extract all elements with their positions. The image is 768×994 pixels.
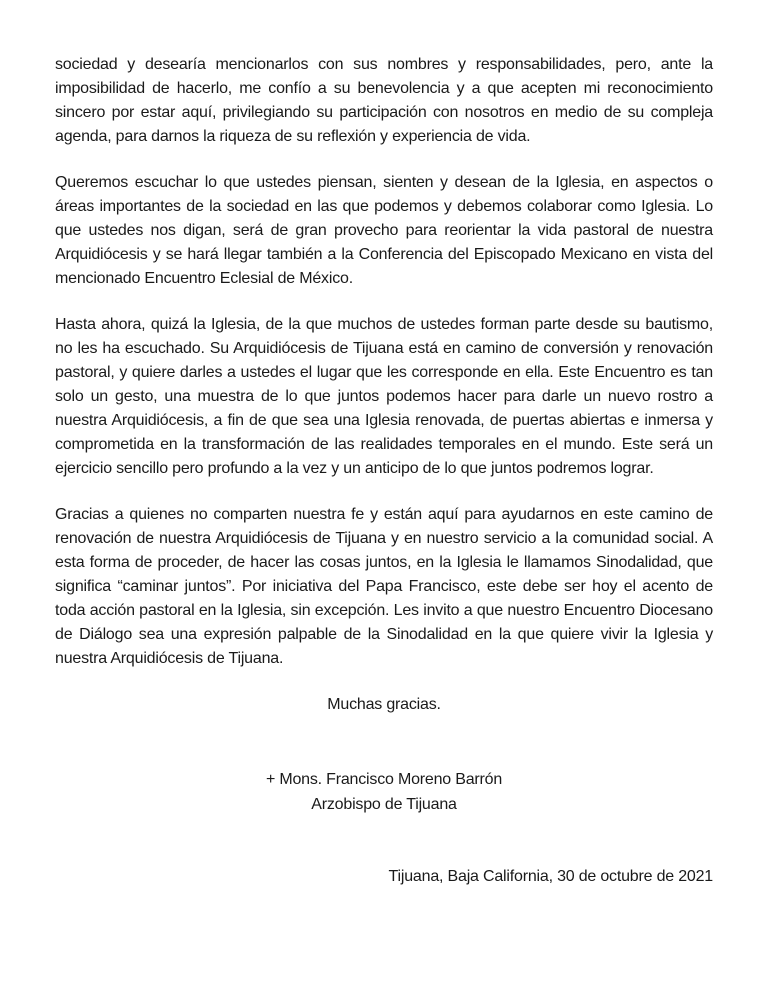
paragraph-2: Queremos escuchar lo que ustedes piensan, sienten y desean de la Iglesia, en aspectos o áreas importantes de la sociedad en las que podemos y debemos colaborar como Iglesia. Lo que ustedes nos digan, será de gran provecho para reorientar la vida pastoral de nuestra Arquidiócesis y se hará llegar también a la Conferencia del Episcopado Mexicano en vista del mencionado Encuentro Eclesial de México.	[55, 174, 713, 287]
closing-line: Muchas gracias.	[327, 696, 441, 713]
signature-title: Arzobispo de Tijuana	[311, 796, 457, 813]
dateline: Tijuana, Baja California, 30 de octubre de 2021	[388, 868, 713, 885]
signature-block	[55, 767, 713, 817]
paragraph-3: Hasta ahora, quizá la Iglesia, de la que muchos de ustedes forman parte desde su bautismo, no les ha escuchado. Su Arquidiócesis de Tijuana está en camino de conversión y renovación pastoral, y quiere darles a ustedes el lugar que les corresponde en ella. Este Encuentro es tan solo un gesto, una muestra de lo que juntos podemos hacer para darle un nuevo rostro a nuestra Arquidiócesis, a fin de que sea una Iglesia renovada, de puertas abiertas e inmersa y comprometida en la transformación de las realidades temporales en el mundo. Este será un ejercicio sencillo pero profundo a la vez y un anticipo de lo que juntos podremos lograr.	[55, 316, 713, 477]
paragraph-4: Gracias a quienes no comparten nuestra fe y están aquí para ayudarnos en este camino de renovación de nuestra Arquidiócesis de Tijuana y en nuestro servicio a la comunidad social. A esta forma de proceder, de hacer las cosas juntos, en la Iglesia le llamamos Sinodalidad, que significa “caminar juntos”. Por iniciativa del Papa Francisco, este debe ser hoy el acento de toda acción pastoral en la Iglesia, sin excepción. Les invito a que nuestro Encuentro Diocesano de Diálogo sea una expresión palpable de la Sinodalidad en la que quiere vivir la Iglesia y nuestra Arquidiócesis de Tijuana.	[55, 506, 713, 667]
signature-name: + Mons. Francisco Moreno Barrón	[265, 771, 503, 788]
paragraph-1: sociedad y desearía mencionarlos con sus nombres y responsabilidades, pero, ante la imposibilidad de hacerlo, me confío a su benevolencia y a que acepten mi reconocimiento sincero por estar aquí, privilegiando su participación con nosotros en medio de su compleja agenda, para darnos la riqueza de su reflexión y experiencia de vida.	[55, 56, 713, 145]
